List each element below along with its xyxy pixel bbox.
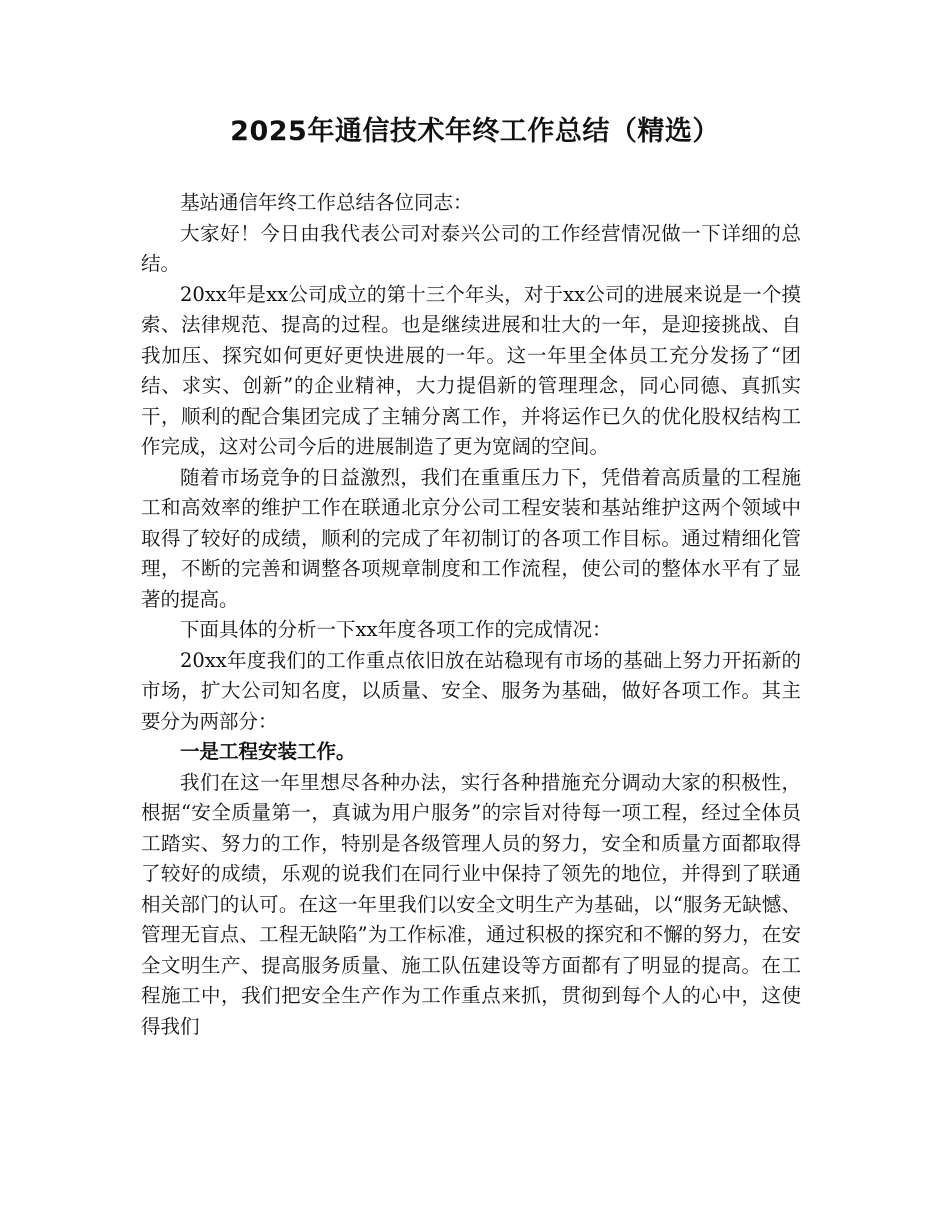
paragraph-analysis-intro: 下面具体的分析一下xx年度各项工作的完成情况： (180, 618, 612, 641)
paragraph-work-focus: 20xx年度我们的工作重点依旧放在站稳现有市场的基础上努力开拓新的市场，扩大公司知名度，以质量、安全、服务为基础，做好各项工作。其主要分为两部分： (141, 648, 801, 733)
paragraph-salutation: 基站通信年终工作总结各位同志： (180, 191, 473, 214)
section-heading-installation: 一是工程安装工作。 (180, 740, 356, 763)
document-body (141, 188, 801, 1042)
paragraph-market-competition: 随着市场竞争的日益激烈，我们在重重压力下，凭借着高质量的工程施工和高效率的维护工作在联通北京分公司工程安装和基站维护这两个领域中取得了较好的成绩，顺利的完成了年初制订的各项工作目标。通过精细化管理，不断的完善和调整各项规章制度和工作流程，使公司的整体水平有了显著的提高。 (141, 465, 801, 611)
document-title: 2025年通信技术年终工作总结（精选） (230, 116, 720, 147)
paragraph-installation-details: 我们在这一年里想尽各种办法，实行各种措施充分调动大家的积极性，根据“安全质量第一，真诚为用户服务”的宗旨对待每一项工程，经过全体员工踏实、努力的工作，特别是各级管理人员的努力，安全和质量方面都取得了较好的成绩，乐观的说我们在同行业中保持了领先的地位，并得到了联通相关部门的认可。在这一年里我们以安全文明生产为基础，以“服务无缺憾、管理无盲点、工程无缺陷”为工作标准，通过积极的探究和不懈的努力，在安全文明生产、提高服务质量、施工队伍建设等方面都有了明显的提高。在工程施工中，我们把安全生产作为工作重点来抓，贯彻到每个人的心中，这使得我们 (141, 770, 801, 1038)
paragraph-greeting: 大家好！今日由我代表公司对泰兴公司的工作经营情况做一下详细的总结。 (141, 221, 801, 275)
paragraph-company-year: 20xx年是xx公司成立的第十三个年头，对于xx公司的进展来说是一个摸索、法律规范、提高的过程。也是继续进展和壮大的一年，是迎接挑战、自我加压、探究如何更好更快进展的一年。这一年里全体员工充分发扬了“团结、求实、创新”的企业精神，大力提倡新的管理理念，同心同德、真抓实干，顺利的配合集团完成了主辅分离工作，并将运作已久的优化股权结构工作完成，这对公司今后的进展制造了更为宽阔的空间。 (141, 282, 801, 458)
